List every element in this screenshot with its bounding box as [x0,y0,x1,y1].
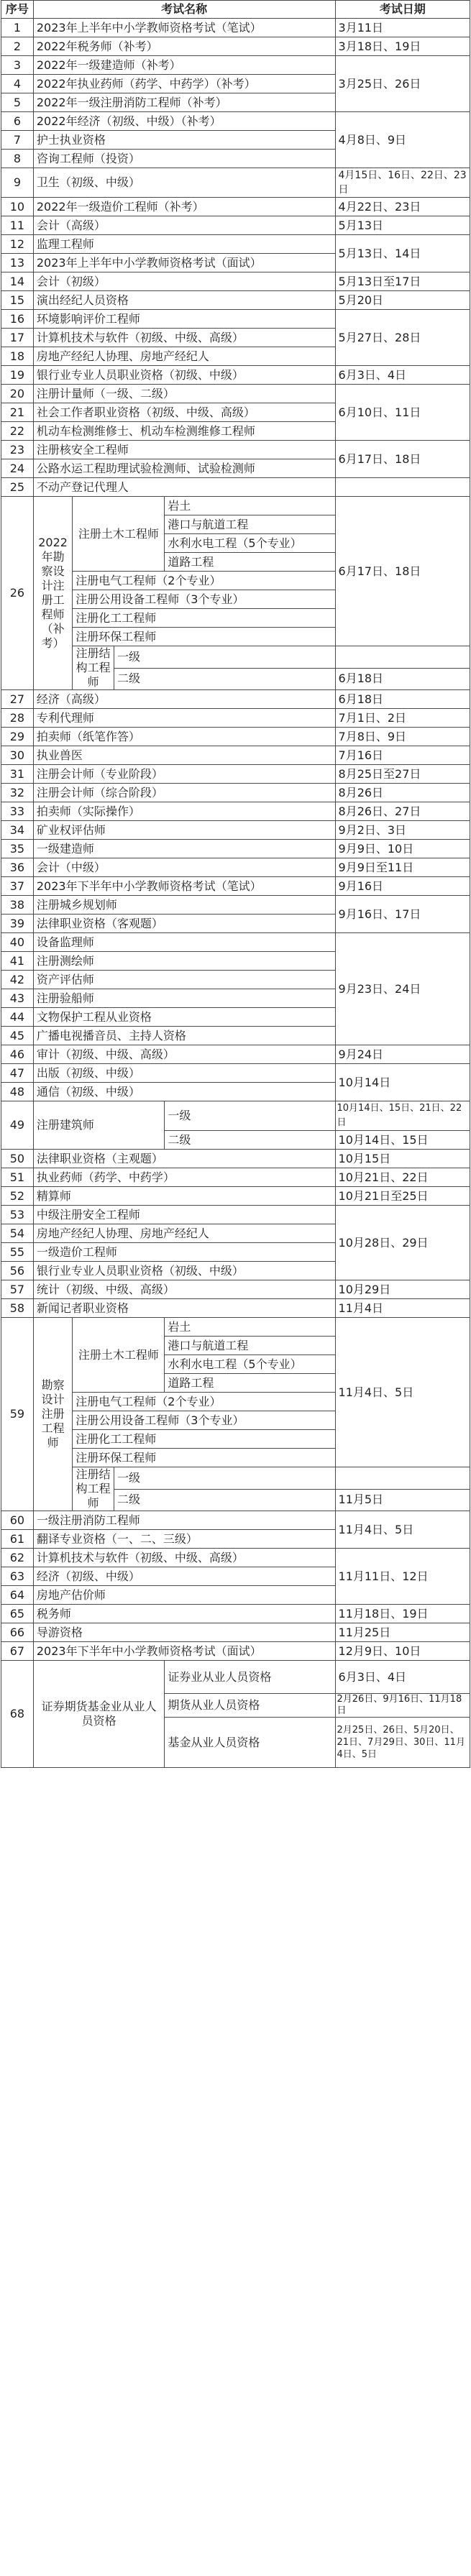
exam-name: 一级造价工程师 [33,1243,335,1262]
exam-date: 8月26日 [335,784,470,802]
row-number: 26 [1,497,34,690]
row-number: 30 [1,746,34,765]
row-number: 53 [1,1206,34,1224]
row-number: 7 [1,131,34,150]
row-number: 15 [1,291,34,310]
row-number: 57 [1,1280,34,1299]
table-row [1,1661,470,1679]
exam-name: 2023年上半年中小学教师资格考试（笔试） [33,19,335,37]
exam-name: 2022年税务师（补考） [33,37,335,56]
exam-name: 环境影响评价工程师 [33,310,335,329]
exam-name: 2023年下半年中小学教师资格考试（面试） [33,1642,335,1661]
exam-name: 证券期货基金业从业人员资格 [33,1661,165,1768]
exam-name: 计算机技术与软件（初级、中级、高级） [33,329,335,347]
table-row [1,216,470,235]
exam-name: 监理工程师 [33,235,335,254]
row-number: 17 [1,329,34,347]
exam-subgroup: 期货从业人员资格 [165,1694,335,1718]
exam-name: 审计（初级、中级、高级） [33,1045,335,1064]
exam-level: 一级 [114,1467,335,1490]
exam-name: 注册计量师（一级、二级） [33,385,335,403]
exam-subgroup-structural: 注册结构工程师 [73,646,114,690]
exam-date: 10月21日至25日 [335,1187,470,1206]
exam-date: 10月29日 [335,1280,470,1299]
exam-name: 精算师 [33,1187,335,1206]
exam-level: 二级 [165,1131,335,1150]
exam-name: 统计（初级、中级、高级） [33,1280,335,1299]
table-row [1,478,470,497]
row-number: 10 [1,198,34,216]
exam-date: 7月1日、2日 [335,709,470,728]
exam-date: 11月4日 [335,1299,470,1318]
row-number: 24 [1,459,34,478]
row-number: 4 [1,75,34,93]
table-row [1,896,470,915]
col-header-date: 考试日期 [335,1,470,19]
exam-name: 执业药师（药学、中药学） [33,1168,335,1187]
exam-date: 6月17日、18日 [335,441,470,478]
row-number: 58 [1,1299,34,1318]
col-header-name: 考试名称 [33,1,335,19]
row-number: 60 [1,1511,34,1530]
exam-name: 护士执业资格 [33,131,335,150]
exam-name: 法律职业资格（主观题） [33,1150,335,1168]
table-row [1,858,470,877]
table-row [1,1150,470,1168]
table-row [1,37,470,56]
exam-name: 经济（初级、中级） [33,1567,335,1586]
exam-date [335,478,470,497]
row-number: 31 [1,765,34,784]
row-number: 12 [1,235,34,254]
row-number: 37 [1,877,34,896]
table-row [1,198,470,216]
exam-date: 11月25日 [335,1623,470,1642]
exam-date: 4月8日、9日 [335,112,470,168]
table-row [1,784,470,802]
row-number: 29 [1,728,34,746]
exam-name: 卫生（初级、中级） [33,168,335,198]
table-row [1,765,470,784]
exam-date [335,646,470,669]
table-row [1,1187,470,1206]
table-row [1,1642,470,1661]
row-number: 40 [1,933,34,952]
row-number: 14 [1,272,34,291]
table-row [1,366,470,385]
row-number: 50 [1,1150,34,1168]
table-row [1,1280,470,1299]
exam-subgroup-structural: 注册结构工程师 [73,1467,114,1511]
exam-date: 5月13日、14日 [335,235,470,272]
exam-date: 10月14日、15日、21日、22日 [335,1101,470,1131]
row-number: 8 [1,150,34,168]
exam-name: 机动车检测维修士、机动车检测维修工程师 [33,422,335,441]
exam-name: 一级注册消防工程师 [33,1511,335,1530]
exam-date: 11月4日、5日 [335,1511,470,1549]
exam-level: 一级 [114,646,335,669]
exam-name: 2022年执业药师（药学、中药学）（补考） [33,75,335,93]
exam-date: 12月9日、10日 [335,1642,470,1661]
row-number: 62 [1,1549,34,1567]
exam-name: 注册建筑师 [33,1101,165,1150]
table-row [1,272,470,291]
exam-date: 10月14日、15日 [335,1131,470,1150]
exam-subgroup: 注册环保工程师 [73,628,335,646]
exam-date: 6月10日、11日 [335,385,470,441]
exam-name: 中级注册安全工程师 [33,1206,335,1224]
row-number: 33 [1,802,34,821]
exam-date: 9月24日 [335,1045,470,1064]
row-number: 6 [1,112,34,131]
row-number: 19 [1,366,34,385]
exam-date: 6月3日、4日 [335,1661,470,1694]
exam-date: 9月2日、3日 [335,821,470,840]
row-number: 18 [1,347,34,366]
table-row [1,746,470,765]
row-number: 2 [1,37,34,56]
exam-date: 8月26日、27日 [335,802,470,821]
table-row [1,709,470,728]
exam-date: 9月23日、24日 [335,933,470,1045]
row-number: 64 [1,1586,34,1605]
exam-date: 3月18日、19日 [335,37,470,56]
exam-name: 注册城乡规划师 [33,896,335,915]
table-row [1,690,470,709]
exam-subgroup: 注册公用设备工程师（3个专业） [73,590,335,609]
table-row [1,1299,470,1318]
exam-date: 9月9日至11日 [335,858,470,877]
row-number: 34 [1,821,34,840]
exam-subgroup: 注册化工工程师 [73,1430,335,1449]
table-row [1,1605,470,1623]
exam-name: 拍卖师（实际操作） [33,802,335,821]
table-row [1,1064,470,1083]
row-number: 43 [1,989,34,1008]
table-row [1,235,470,254]
exam-name: 社会工作者职业资格（初级、中级、高级） [33,403,335,422]
exam-specialty: 港口与航道工程 [165,1337,335,1355]
exam-name: 2023年下半年中小学教师资格考试（笔试） [33,877,335,896]
exam-name: 公路水运工程助理试验检测师、试验检测师 [33,459,335,478]
table-row [1,728,470,746]
row-number: 66 [1,1623,34,1642]
row-number: 45 [1,1027,34,1045]
table-row [1,1623,470,1642]
exam-name: 注册会计师（综合阶段） [33,784,335,802]
exam-name: 经济（高级） [33,690,335,709]
exam-name: 新闻记者职业资格 [33,1299,335,1318]
table-row [1,1206,470,1224]
row-number: 54 [1,1224,34,1243]
exam-subgroup: 证券业从业人员资格 [165,1661,335,1694]
exam-specialty: 岩土 [165,1318,335,1337]
row-number: 49 [1,1101,34,1150]
exam-name: 税务师 [33,1605,335,1623]
row-number: 39 [1,915,34,933]
exam-name: 翻译专业资格（一、二、三级） [33,1530,335,1549]
exam-name: 房地产经纪人协理、房地产经纪人 [33,347,335,366]
exam-date: 11月4日、5日 [335,1318,470,1467]
exam-name: 咨询工程师（投资） [33,150,335,168]
table-row [1,19,470,37]
exam-name: 房地产经纪人协理、房地产经纪人 [33,1224,335,1243]
row-number: 28 [1,709,34,728]
col-header-no: 序号 [1,1,34,19]
exam-name: 资产评估师 [33,971,335,989]
row-number: 32 [1,784,34,802]
table-row [1,291,470,310]
table-row [1,1168,470,1187]
row-number: 63 [1,1567,34,1586]
exam-level: 二级 [114,668,335,690]
table-row [1,1549,470,1567]
exam-date: 4月15日、16日、22日、23日 [335,168,470,198]
table-row [1,112,470,131]
row-number: 56 [1,1262,34,1280]
exam-name: 注册核安全工程师 [33,441,335,459]
table-row [1,310,470,329]
exam-name: 会计（中级） [33,858,335,877]
exam-name: 银行业专业人员职业资格（初级、中级） [33,1262,335,1280]
exam-subgroup: 注册环保工程师 [73,1449,335,1467]
exam-schedule-table [1,0,470,1768]
row-number: 27 [1,690,34,709]
exam-subgroup: 注册电气工程师（2个专业） [73,572,335,590]
row-number: 61 [1,1530,34,1549]
exam-specialty: 道路工程 [165,553,335,572]
exam-name: 广播电视播音员、主持人资格 [33,1027,335,1045]
exam-date: 7月16日 [335,746,470,765]
exam-name: 文物保护工程从业资格 [33,1008,335,1027]
row-number: 16 [1,310,34,329]
exam-group-name: 勘察设计注册工程师 [33,1318,72,1511]
exam-date: 11月18日、19日 [335,1605,470,1623]
exam-subgroup-civil: 注册土木工程师 [73,497,165,572]
exam-date: 8月25日至27日 [335,765,470,784]
row-number: 23 [1,441,34,459]
row-number: 36 [1,858,34,877]
row-number: 68 [1,1661,34,1768]
exam-name: 2022年经济（初级、中级）（补考） [33,112,335,131]
table-row [1,821,470,840]
exam-group-name: 2022年勘察设计注册工程师（补考） [33,497,72,690]
exam-date: 3月11日 [335,19,470,37]
exam-name: 会计（高级） [33,216,335,235]
exam-name: 导游资格 [33,1623,335,1642]
exam-date: 6月18日 [335,668,470,690]
exam-name: 不动产登记代理人 [33,478,335,497]
row-number: 22 [1,422,34,441]
table-row [1,802,470,821]
exam-date: 10月21日、22日 [335,1168,470,1187]
header-row [1,1,470,19]
row-number: 1 [1,19,34,37]
table-row [1,385,470,403]
exam-date [335,1467,470,1490]
exam-name: 拍卖师（纸笔作答） [33,728,335,746]
exam-name: 通信（初级、中级） [33,1083,335,1101]
row-number: 13 [1,254,34,272]
exam-date: 5月27日、28日 [335,310,470,366]
exam-date: 9月16日、17日 [335,896,470,933]
row-number: 20 [1,385,34,403]
exam-specialty: 港口与航道工程 [165,515,335,534]
exam-date: 9月9日、10日 [335,840,470,858]
exam-name: 会计（初级） [33,272,335,291]
exam-name: 演出经纪人员资格 [33,291,335,310]
row-number: 65 [1,1605,34,1623]
exam-name: 出版（初级、中级） [33,1064,335,1083]
exam-subgroup: 基金从业人员资格 [165,1718,335,1768]
exam-date: 9月16日 [335,877,470,896]
row-number: 67 [1,1642,34,1661]
exam-name: 一级建造师 [33,840,335,858]
row-number: 44 [1,1008,34,1027]
exam-name: 执业兽医 [33,746,335,765]
exam-specialty: 岩土 [165,497,335,515]
exam-date: 5月13日 [335,216,470,235]
exam-name: 注册测绘师 [33,952,335,971]
row-number: 59 [1,1318,34,1511]
exam-date: 2月25日、26日、5月20日、21日、7月29日、30日、11月4日、5日 [335,1718,470,1768]
exam-date: 5月13日至17日 [335,272,470,291]
row-number: 46 [1,1045,34,1064]
exam-date: 6月18日 [335,690,470,709]
exam-date: 10月14日 [335,1064,470,1101]
row-number: 3 [1,56,34,75]
exam-specialty: 水利水电工程（5个专业） [165,1355,335,1374]
exam-date: 10月28日、29日 [335,1206,470,1280]
exam-name: 2023年上半年中小学教师资格考试（面试） [33,254,335,272]
exam-name: 2022年一级造价工程师（补考） [33,198,335,216]
row-number: 35 [1,840,34,858]
exam-name: 法律职业资格（客观题） [33,915,335,933]
row-number: 52 [1,1187,34,1206]
table-row [1,1318,470,1337]
exam-date: 11月5日 [335,1489,470,1511]
exam-name: 注册验船师 [33,989,335,1008]
table-row [1,933,470,952]
exam-date: 7月8日、9日 [335,728,470,746]
exam-name: 专利代理师 [33,709,335,728]
exam-name: 银行业专业人员职业资格（初级、中级） [33,366,335,385]
row-number: 21 [1,403,34,422]
exam-subgroup: 注册电气工程师（2个专业） [73,1393,335,1411]
exam-subgroup: 注册公用设备工程师（3个专业） [73,1411,335,1430]
table-row [1,840,470,858]
exam-name: 注册会计师（专业阶段） [33,765,335,784]
exam-subgroup: 注册化工工程师 [73,609,335,628]
exam-date: 5月20日 [335,291,470,310]
exam-specialty: 水利水电工程（5个专业） [165,534,335,553]
table-row [1,1101,470,1131]
exam-name: 2022年一级注册消防工程师（补考） [33,93,335,112]
exam-level: 二级 [114,1489,335,1511]
row-number: 51 [1,1168,34,1187]
exam-name: 计算机技术与软件（初级、中级、高级） [33,1549,335,1567]
exam-name: 房地产估价师 [33,1586,335,1605]
table-row [1,56,470,75]
row-number: 25 [1,478,34,497]
table-row [1,1511,470,1530]
table-row [1,168,470,198]
exam-name: 2022年一级建造师（补考） [33,56,335,75]
row-number: 9 [1,168,34,198]
row-number: 5 [1,93,34,112]
table-row [1,1045,470,1064]
row-number: 11 [1,216,34,235]
exam-date: 6月17日、18日 [335,497,470,646]
table-row [1,877,470,896]
exam-level: 一级 [165,1101,335,1131]
exam-subgroup-civil: 注册土木工程师 [73,1318,165,1393]
exam-date: 2月26日、9月16日、11月18日 [335,1694,470,1718]
table-row [1,441,470,459]
row-number: 48 [1,1083,34,1101]
exam-name: 设备监理师 [33,933,335,952]
exam-date: 3月25日、26日 [335,56,470,112]
row-number: 42 [1,971,34,989]
exam-name: 矿业权评估师 [33,821,335,840]
row-number: 41 [1,952,34,971]
table-row [1,497,470,515]
exam-date: 4月22日、23日 [335,198,470,216]
row-number: 47 [1,1064,34,1083]
exam-date: 11月11日、12日 [335,1549,470,1605]
exam-specialty: 道路工程 [165,1374,335,1393]
exam-date: 10月15日 [335,1150,470,1168]
exam-date: 6月3日、4日 [335,366,470,385]
row-number: 55 [1,1243,34,1262]
row-number: 38 [1,896,34,915]
